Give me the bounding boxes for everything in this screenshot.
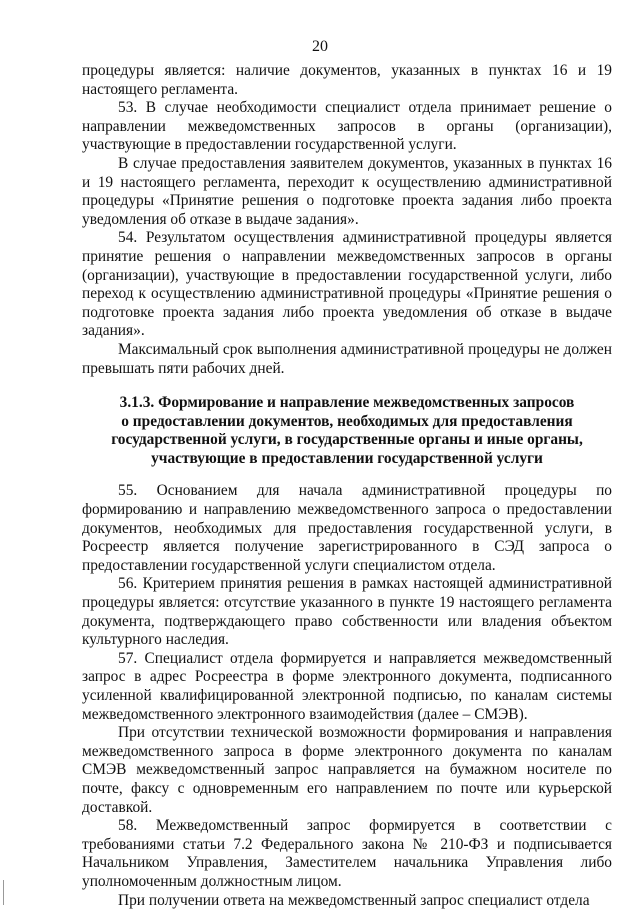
heading-line: государственной услуги, в государственные органы и иные органы, [111, 431, 583, 449]
section-heading-3-1-3 [82, 394, 612, 468]
document-body [82, 62, 612, 910]
paragraph-53-case: В случае предоставления заявителем документов, указанных в пунктах 16 и 19 настоящего регламента, переходит к осуществлению административной процедуры «Принятие решения о подготовке проекта задания либо проекта уведомления об отказе в выдаче задания». [82, 154, 612, 228]
paragraph-56: 56. Критерием принятия решения в рамках настоящей административной процедуры является: отсутствие указанного в пункте 19 настоящего регламента документа, подтверждающего право собственности или владения объектом культурного наследия. [82, 575, 612, 649]
heading-line: о предоставлении документов, необходимых для предоставления [121, 412, 573, 430]
paragraph-max-term: Максимальный срок выполнения административной процедуры не должен превышать пяти рабочих дней. [82, 340, 612, 377]
paragraph-58: 58. Межведомственный запрос формируется в соответствии с требованиями статьи 7.2 Федерального закона № 210-ФЗ и подписывается Начальником Управления, Заместителем начальника Управления либо уполномоченным должностным лицом. [82, 817, 612, 890]
paragraph-58-response: При получении ответа на межведомственный запрос специалист отдела [118, 891, 590, 909]
paragraph-57: 57. Специалист отдела формируется и направляется межведомственный запрос в адрес Росреестра в форме электронного документа, подписанного усиленной квалифицированной электронной подписью, по каналам системы межведомственного электронного взаимодействия (далее – СМЭВ). [82, 649, 612, 723]
paragraph-continuation: процедуры является: наличие документов, указанных в пунктах 16 и 19 настоящего регламента. [82, 62, 612, 98]
scan-edge-line [3, 880, 4, 905]
paragraph-54: 54. Результатом осуществления административной процедуры является принятие решения о направлении межведомственных запросов в органы (организации), участвующие в предоставлении государственной услуги, либо переход к осуществлению административной процедуры «Принятие решения о подготовке проекта задания либо проекта уведомления об отказе в выдаче задания». [82, 229, 612, 340]
paragraph-57-fallback: При отсутствии технической возможности формирования и направления межведомственного запроса в форме электронного документа по каналам СМЭВ межведомственный запрос направляется на бумажном носителе по почте, факсу с одновременным его направлением по почте или курьерской доставкой. [82, 724, 612, 816]
paragraph-53: 53. В случае необходимости специалист отдела принимает решение о направлении межведомственных запросов в органы (организации), участвующие в предоставлении государственной услуги. [82, 99, 612, 154]
heading-line: участвующие в предоставлении государственной услуги [151, 449, 543, 467]
page-number: 20 [312, 38, 328, 55]
paragraph-55: 55. Основанием для начала административной процедуры по формированию и направлению межведомственного запроса о предоставлении документов, необходимых для предоставления государственной услуги, в Росреестр является получение зарегистрированного в СЭД запроса о предоставлении государственной услуги специалистом отдела. [82, 482, 612, 574]
heading-line: 3.1.3. Формирование и направление межведомственных запросов [119, 394, 575, 412]
